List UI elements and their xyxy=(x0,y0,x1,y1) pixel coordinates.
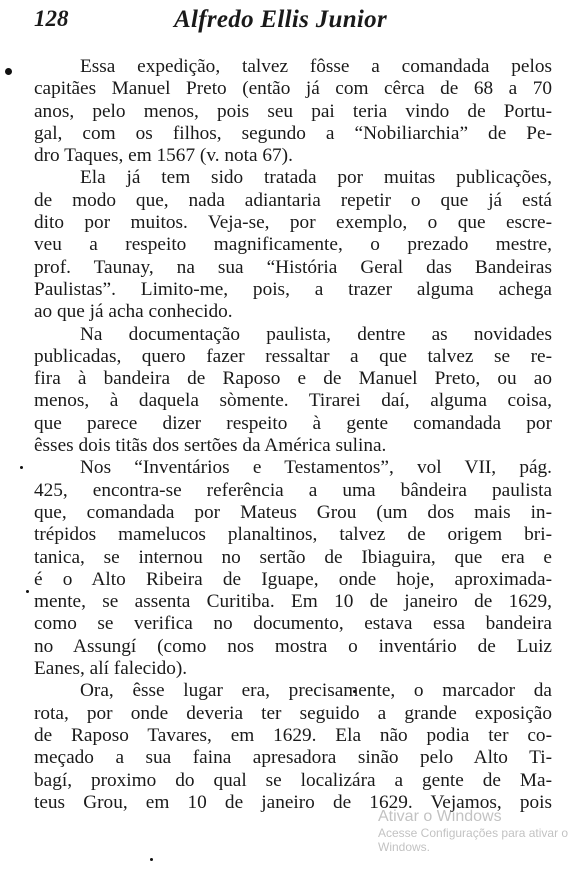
text-line: capitães Manuel Preto (então já com cêrca de 68 a 70 xyxy=(34,78,552,100)
text-line: no Assungí (como nos mostra o inventário de Luiz xyxy=(34,635,552,657)
text-line: como se verifica no documento, estava essa bandeira xyxy=(34,613,552,635)
text-line: menos, à daquela sòmente. Tirarei daí, alguma coisa, xyxy=(34,390,552,412)
text-line: Ora, êsse lugar era, precisamente, o marcador da xyxy=(80,680,552,702)
watermark-title: Ativar o Windows xyxy=(378,808,502,825)
text-line: ao que já acha conhecido. xyxy=(34,301,233,323)
text-line: dito por muitos. Veja-se, por exemplo, o que escre- xyxy=(34,212,552,234)
text-line: trépidos mamelucos planaltinos, talvez de origem bri- xyxy=(34,524,552,546)
text-line: de Raposo Tavares, em 1629. Ela não podia ter co- xyxy=(34,724,552,746)
text-line: de modo que, nada adiantaria repetir o que já está xyxy=(34,189,552,211)
page-number: 128 xyxy=(34,6,69,31)
text-line: prof. Taunay, na sua “História Geral das Bandeiras xyxy=(34,256,552,278)
text-line: êsses dois titãs dos sertões da América sulina. xyxy=(34,435,387,457)
text-line: Essa expedição, talvez fôsse a comandada pelos xyxy=(80,56,552,77)
text-line: Eanes, alí falecido). xyxy=(34,658,188,680)
paragraph xyxy=(34,680,552,814)
margin-dot xyxy=(5,68,12,75)
text-speck xyxy=(150,858,153,861)
page-header xyxy=(34,4,564,38)
body-text xyxy=(34,56,552,814)
text-line: anos, pelo menos, pois seu pai teria vindo de Portu- xyxy=(34,100,552,122)
text-line: Na documentação paulista, dentre as novidades xyxy=(80,323,552,345)
text-line: mente, se assenta Curitiba. Em 10 de janeiro de 1629, xyxy=(34,591,552,613)
text-line: Ela já tem sido tratada por muitas publicações, xyxy=(80,167,552,189)
text-line: publicadas, quero fazer ressaltar a que talvez se re- xyxy=(34,345,552,367)
text-line: que parece dizer respeito à gente comandada por xyxy=(34,412,552,434)
text-line: que, comandada por Mateus Grou (um dos mais in- xyxy=(34,501,552,523)
paragraph xyxy=(34,457,552,680)
text-line: rota, por onde deveria ter seguido a grande exposição xyxy=(34,702,552,724)
watermark-subtitle: Windows. xyxy=(378,840,431,854)
text-line: bagí, proximo do qual se localizára a gente de Ma- xyxy=(34,769,552,791)
text-line: fira à bandeira de Raposo e de Manuel Preto, ou ao xyxy=(34,368,552,390)
text-line: Nos “Inventários e Testamentos”, vol VII, pág. xyxy=(80,457,552,479)
text-line: gal, com os filhos, segundo a “Nobiliarchia” de Pe- xyxy=(34,122,552,144)
text-line: tanica, se internou no sertão de Ibiaguira, que era e xyxy=(34,546,552,568)
paragraph xyxy=(34,56,552,167)
text-line: meçado a sua faina apresadora sinão pelo Alto Ti- xyxy=(34,747,552,769)
margin-speck xyxy=(20,466,23,469)
paragraph xyxy=(34,324,552,458)
watermark-subtitle: Acesse Configurações para ativar o xyxy=(378,826,569,840)
windows-activation-watermark xyxy=(378,808,568,854)
text-line: 425, encontra-se referência a uma bândeira paulista xyxy=(34,479,552,501)
running-title: Alfredo Ellis Junior xyxy=(174,6,387,33)
text-line: é o Alto Ribeira de Iguape, onde hoje, aproximada- xyxy=(34,568,552,590)
paragraph xyxy=(34,167,552,323)
text-line: Paulistas”. Limito-me, pois, a trazer alguma achega xyxy=(34,278,552,300)
margin-speck xyxy=(26,590,29,593)
text-line: dro Taques, em 1567 (v. nota 67). xyxy=(34,145,293,167)
text-line: teus Grou, em 10 de janeiro de 1629. Vejamos, pois xyxy=(34,791,552,813)
text-line: veu a respeito magnificamente, o prezado mestre, xyxy=(34,234,552,256)
